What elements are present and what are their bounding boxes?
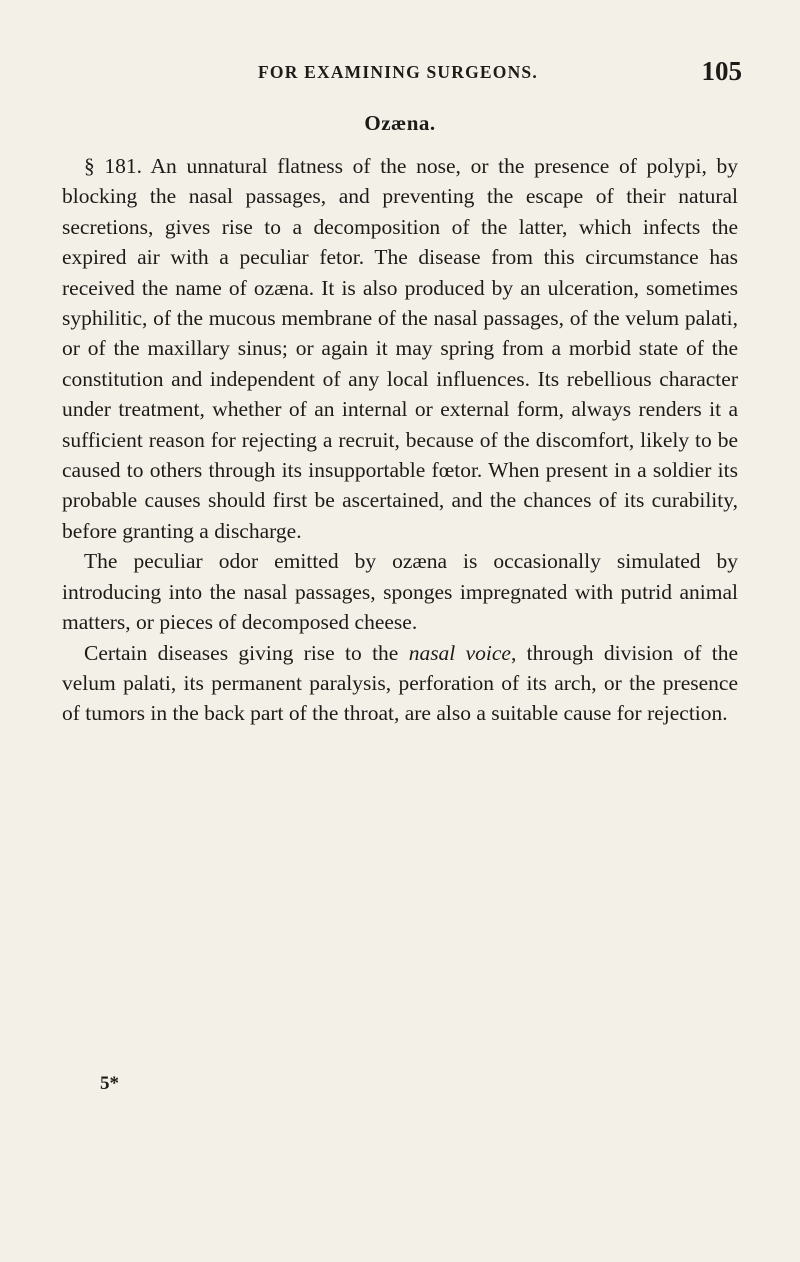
paragraph-simulation: The peculiar odor emitted by ozæna is occasionally simulated by introducing into the nasal passages, sponges impregnated with putrid animal matters, or pieces of decomposed cheese. — [62, 549, 738, 635]
signature-mark: 5* — [100, 1073, 119, 1094]
paragraph-181: § 181. An unnatural flatness of the nose, or the presence of polypi, by blocking the nasal passages, and preventing the escape of their natural secretions, gives rise to a decomposition of the latter, which infects the expired air with a peculiar fetor. The disease from this circumstance has received the name of ozæna. It is also produced by an ulceration, sometimes syphilitic, of the mucous membrane of the nasal passages, of the velum palati, or of the maxillary sinus; or again it may spring from a morbid state of the constitution and independent of any local influences. Its rebellious character under treatment, whether of an internal or external form, always renders it a sufficient reason for rejecting a recruit, because of the discomfort, likely to be caused to others through its insupportable fœtor. When present in a soldier its probable causes should first be ascertained, and the chances of its curability, before granting a discharge. — [62, 154, 738, 543]
paragraph-text-before: Certain diseases giving rise to the — [84, 640, 409, 665]
emphasis-nasal-voice: nasal voice — [408, 640, 511, 665]
page-number: 105 — [701, 56, 742, 86]
paragraph-text-after: , through division of the velum palati, its permanent paralysis, perforation of its arch, or the presence of tumors in the back part of the throat, are also a suitable cause for rejection. — [62, 640, 738, 726]
body-text — [62, 151, 738, 729]
running-title: FOR EXAMINING SURGEONS. — [258, 62, 538, 82]
section-heading: Ozæna. — [364, 111, 436, 135]
running-head — [62, 56, 742, 92]
paragraph-nasal-voice — [62, 638, 738, 729]
